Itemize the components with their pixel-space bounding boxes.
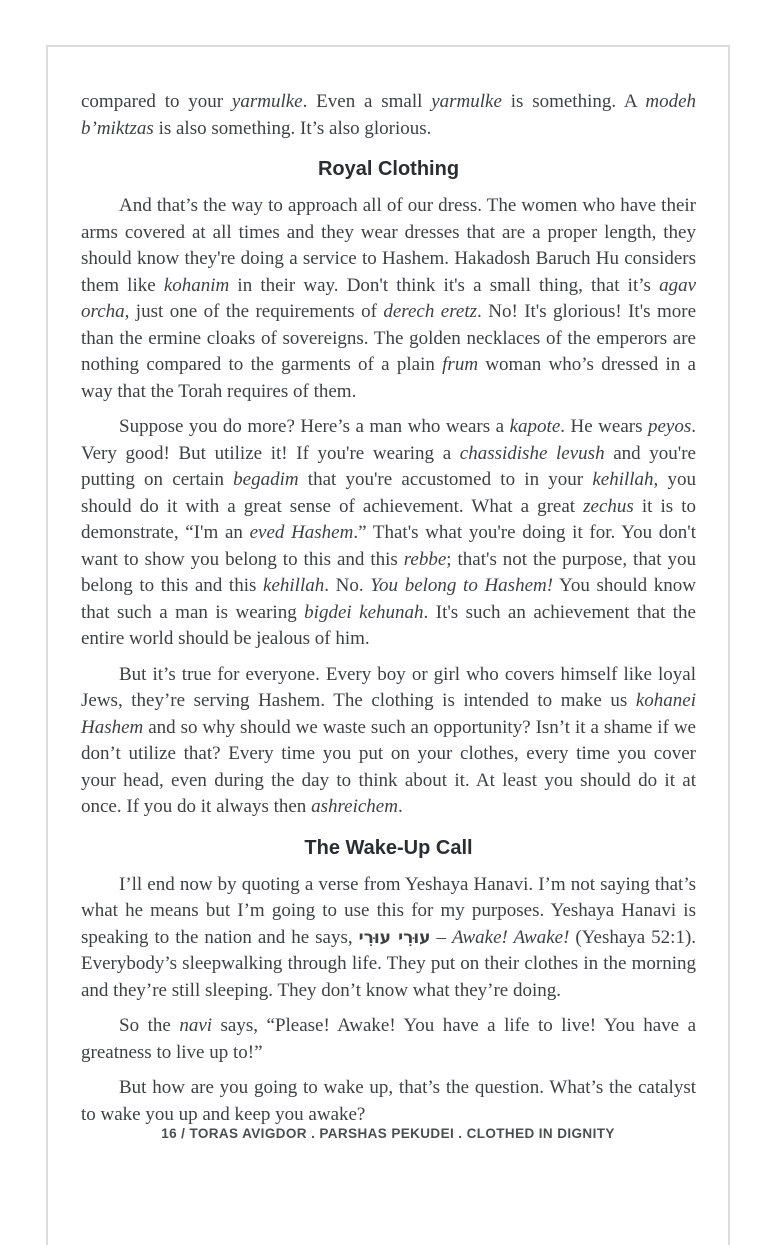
- document-page: [46, 45, 730, 1245]
- section-heading-wake-up-call: The Wake-Up Call: [304, 836, 473, 859]
- paragraph: But it’s true for everyone. Every boy or girl who covers himself like loyal Jews, they’re serving Hashem. The clothing is intended to make us kohanei Hashem and so why should we waste such an opportunity? Isn’t it a shame if we don’t utilize that? Every time you put on your clothes, every time you cover your head, even during the day to think about it. At least you should do it at once. If you do it always then ashreichem.: [81, 663, 696, 817]
- section-heading-royal-clothing: Royal Clothing: [317, 158, 460, 180]
- page-footer: 16 / TORAS AVIGDOR . PARSHAS PEKUDEI . CLOTHED IN DIGNITY: [161, 1126, 615, 1141]
- paragraph: And that’s the way to approach all of our dress. The women who have their arms covered at all times and they wear dresses that are a proper length, they should know they're doing a service to Hashem. Hakadosh Baruch Hu considers them like kohanim in their way. Don't think it's a small thing, that it’s agav orcha, just one of the requirements of derech eretz. No! It's glorious! It's more than the ermine cloaks of sovereigns. The golden necklaces of the emperors are nothing compared to the garments of a plain frum woman who’s dressed in a way that the Torah requires of them.: [81, 195, 697, 402]
- paragraph-continued: compared to your yarmulke. Even a small yarmulke is something. A modeh b’miktzas is also something. It’s also glorious.: [81, 91, 696, 139]
- paragraph: Suppose you do more? Here’s a man who wears a kapote. He wears peyos. Very good! But utilize it! If you're wearing a chassidishe levush and you're putting on certain begadim that you're accustomed to in your kehillah, you should do it with a great sense of achievement. What a great zechus it is to demonstrate, “I'm an eved Hashem.” That's what you're doing it for. You don't want to show you belong to this and this rebbe; that's not the purpose, that you belong to this and this kehillah. No. You belong to Hashem! You should know that such a man is wearing bigdei kehunah. It's such an achievement that the entire world should be jealous of him.: [81, 416, 697, 649]
- paragraph: So the navi says, “Please! Awake! You have a life to live! You have a greatness to live up to!”: [81, 1015, 697, 1063]
- paragraph: I’ll end now by quoting a verse from Yeshaya Hanavi. I’m not saying that’s what he means but I’m going to use this for my purposes. Yeshaya Hanavi is speaking to the nation and he says, עוּרִי עוּרִי – Awake! Awake! (Yeshaya 52:1). Everybody’s sleepwalking through life. They put on their clothes in the morning and they’re still sleeping. They don’t know what they’re doing.: [81, 873, 697, 1001]
- page-content: [48, 47, 728, 1128]
- paragraph: But how are you going to wake up, that’s the question. What’s the catalyst to wake you up and keep you awake?: [81, 1077, 696, 1125]
